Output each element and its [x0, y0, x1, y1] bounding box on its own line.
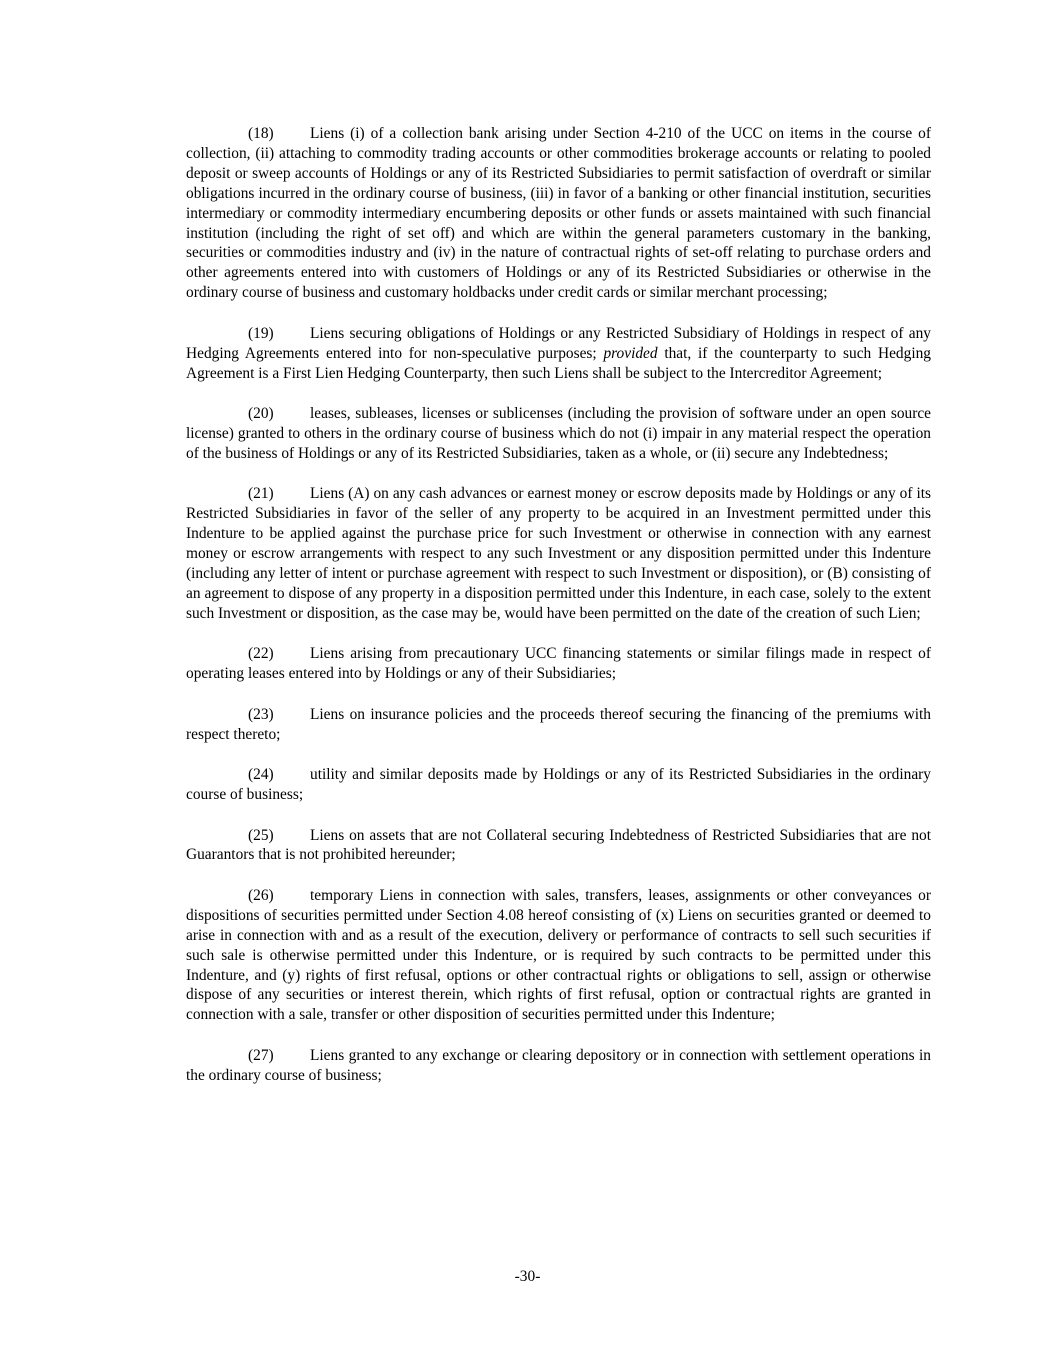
clause-number: (27) [248, 1046, 274, 1064]
clause-number: (25) [248, 826, 274, 844]
clause-number: (22) [248, 645, 274, 663]
clause-number: (24) [248, 766, 274, 784]
clause-number: (26) [248, 886, 274, 904]
clause-text: Liens (i) of a collection bank arising under Section 4-210 of the UCC on items in the course of collection, (ii) attaching to commodity trading accounts or other commodities brokerage accounts or relating to pooled deposit or sweep accounts of Holdings or any of its Restricted Subsidiaries to permit satisfaction of overdraft or similar obligations incurred in the ordinary course of business, (iii) in favor of a banking or other financial institution, securities intermediary or commodity intermediary encumbering deposits or other funds or assets maintained with such financial institution (including the right of set off) and which are within the general parameters customary in the banking, securities or commodities industry and (iv) in the nature of contractual rights of set-off relating to purchase orders and other agreements entered into with customers of Holdings or any of its Restricted Subsidiaries or otherwise in the ordinary course of business and customary holdbacks under credit cards or similar merchant processing; [186, 125, 931, 302]
clause-text: Liens on insurance policies and the proceeds thereof securing the financing of the premiums with respect thereto; [186, 705, 931, 743]
clause-number: (21) [248, 485, 274, 503]
clause-text-continued: that, if the counterparty to such Hedging Agreement is a First Lien Hedging Counterparty, then such Liens shall be subject to the Intercreditor Agreement; [186, 344, 931, 382]
clause-text: temporary Liens in connection with sales, transfers, leases, assignments or other conveyances or dispositions of securities permitted under Section 4.08 hereof consisting of (x) Liens on securities granted or deemed to arise in connection with and as a result of the execution, delivery or performance of contracts to sell such securities if such sale is otherwise permitted under this Indenture, or is required by such contracts to be permitted under this Indenture, and (y) rights of first refusal, options or other contractual rights or obligations to sell, assign or otherwise dispose of any securities or interest therein, which rights of first refusal, option or contractual rights are granted in connection with a sale, transfer or other disposition of securities permitted under this Indenture; [186, 886, 931, 1024]
clause-text: leases, subleases, licenses or sublicenses (including the provision of software under an open source license) granted to others in the ordinary course of business which do not (i) impair in any material respect the operation of the business of Holdings or any of its Restricted Subsidiaries, taken as a whole, or (ii) secure any Indebtedness; [186, 405, 931, 462]
clause-22 [186, 644, 931, 684]
clause-18 [186, 124, 931, 303]
page-number: -30- [514, 1268, 541, 1285]
clause-text: utility and similar deposits made by Holdings or any of its Restricted Subsidiaries in the ordinary course of business; [186, 766, 931, 804]
provided-emphasis: provided [603, 344, 658, 362]
clause-text: Liens (A) on any cash advances or earnest money or escrow deposits made by Holdings or any of its Restricted Subsidiaries in favor of the seller of any property to be acquired in an Investment permitted under this Indenture to be applied against the purchase price for such Investment or otherwise in connection with any earnest money or escrow arrangements with respect to any such Investment or any disposition permitted under this Indenture (including any letter of intent or purchase agreement with respect to such Investment or disposition), or (B) consisting of an agreement to dispose of any property in a disposition permitted under this Indenture, in each case, solely to the extent such Investment or disposition, as the case may be, would have been permitted on the date of the creation of such Lien; [186, 485, 931, 622]
clause-text: Liens arising from precautionary UCC financing statements or similar filings made in respect of operating leases entered into by Holdings or any of their Subsidiaries; [186, 645, 931, 683]
clause-24 [186, 765, 931, 805]
clause-number: (20) [248, 405, 274, 423]
clause-number: (23) [248, 705, 274, 723]
clause-text: Liens securing obligations of Holdings or any Restricted Subsidiary of Holdings in respect of any Hedging Agreements entered into for non-speculative purposes; [186, 324, 931, 362]
clause-23 [186, 705, 931, 745]
clause-text: Liens granted to any exchange or clearing depository or in connection with settlement operations in the ordinary course of business; [186, 1046, 931, 1084]
clause-text: Liens on assets that are not Collateral securing Indebtedness of Restricted Subsidiaries that are not Guarantors that is not prohibited hereunder; [186, 826, 931, 864]
clause-21 [186, 484, 931, 623]
clause-number: (18) [248, 125, 274, 142]
clause-20 [186, 404, 931, 464]
clause-26 [186, 886, 931, 1025]
document-body [186, 124, 931, 1106]
clause-number: (19) [248, 324, 274, 342]
clause-19 [186, 324, 931, 384]
clause-25 [186, 826, 931, 866]
clause-27 [186, 1046, 931, 1086]
